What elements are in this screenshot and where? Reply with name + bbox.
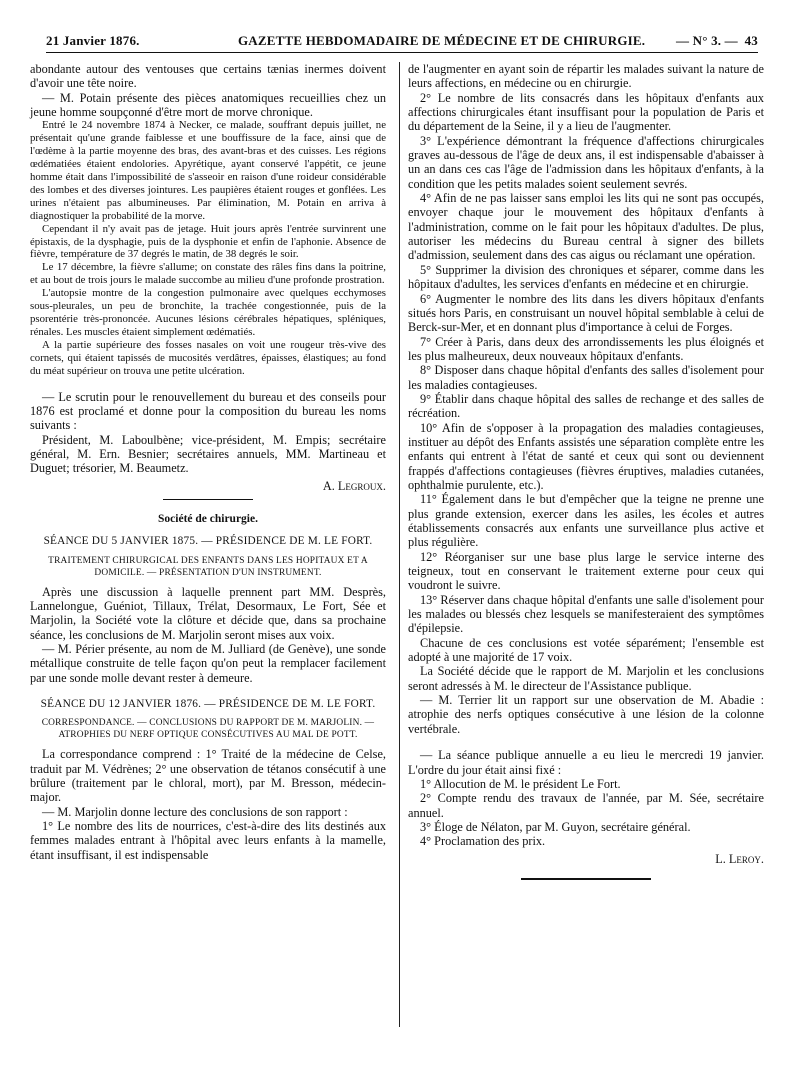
paragraph: — La séance publique annuelle a eu lieu le mercredi 19 janvier. L'ordre du jour était ainsi fixé : xyxy=(408,748,764,777)
paragraph: — M. Marjolin donne lecture des conclusions de son rapport : xyxy=(42,804,348,819)
section-heading: Société de chirurgie. xyxy=(158,512,258,525)
paragraph: Chacune de ces conclusions est votée séparément; l'ensemble est adopté à une majorité de 17 voix. xyxy=(408,635,764,665)
conclusion-item: 4° Afin de ne pas laisser sans emploi les lits qui ne sont pas occupés, envoyer chaque jour le mouvement des hôpitaux d'enfants à l'administration, comme on le fait pour les hôpitaux d'adultes. De plus, autoriser les médecins du Bureau central à signer des billets d'admission, seulement dans des cas aigus ou réclamant une opération. xyxy=(408,191,764,263)
column-divider xyxy=(399,62,400,1027)
session-heading: SÉANCE DU 12 JANVIER 1876. — PRÉSIDENCE DE M. LE FORT. xyxy=(40,698,376,710)
header-page-number: 43 xyxy=(744,33,758,48)
case-paragraph: Entré le 24 novembre 1874 à Necker, ce malade, souffrant depuis juillet, ne présentait qu'une grande faiblesse et une bouffissure de la face, ainsi que de l'œdème à la partie moyenne des bras, des avant-bras et des cuisses. Les régions œdématiées étaient endolories. Apyrétique, ayant conservé l'appétit, ce jeune homme était dans l'impossibilité de s'asseoir en raison d'une roideur considérable des lombes et des diverses jointures. Les paupières étaient rouges et gonflées. Les urines n'étaient pas albumineuses. Par élimination, M. Potain en arriva à diagnostiquer la probabilité de la morve. xyxy=(30,119,386,222)
signature: L. Leroy. xyxy=(715,851,764,866)
conclusion-item: 5° Supprimer la division des chroniques et séparer, comme dans les hôpitaux d'adultes, les services d'enfants en médecine et en chirurgie. xyxy=(408,262,764,292)
paragraph: Président, M. Laboulbène; vice-président, M. Empis; secrétaire général, M. Ern. Besnier; secrétaires annuels, MM. Martineau et Duguet; trésorier, M. Beaumetz. xyxy=(30,432,386,476)
conclusion-item: 9° Établir dans chaque hôpital des salles de rechange et des salles de récréation. xyxy=(408,391,764,421)
conclusion-item: 11° Également dans le but d'empêcher que la teigne ne prenne une plus grande extension, exercer dans les asiles, les écoles et autres établissements consacrés aux enfants une surveillance plus active et plus régulière. xyxy=(408,492,764,550)
case-paragraph: Cependant il n'y avait pas de jetage. Huit jours après l'entrée survinrent une épistaxis, de la dysphagie, puis de la dysphonie et enfin de l'aphonie. Absence de fièvre, température de 37 degrés le matin, de 38 degrés le soir. xyxy=(30,222,386,261)
signature: A. Legroux. xyxy=(322,478,386,493)
conclusion-item: 12° Réorganiser sur une base plus large le service interne des teigneux, tout en conservant le traitement externe pour ceux qui voudront le suivre. xyxy=(408,549,764,593)
paragraph: abondante autour des ventouses que certains tænias inermes doivent d'avoir une tête noire. xyxy=(30,62,386,91)
paragraph: 1° Le nombre des lits de nourrices, c'est-à-dire des lits destinés aux femmes malades entrant à l'hôpital avec leurs enfants à la mamelle, étant insuffisant, il est indispensable xyxy=(30,819,386,862)
session-topics: CORRESPONDANCE. — CONCLUSIONS DU RAPPORT DE M. MARJOLIN. — ATROPHIES DU NERF OPTIQUE CONSÉCUTIVES AU MAL DE POTT. xyxy=(41,718,375,741)
conclusion-item: 8° Disposer dans chaque hôpital d'enfants des salles d'isolement pour les maladies contagieuses. xyxy=(408,363,764,392)
page-header xyxy=(46,30,758,53)
paragraph: de l'augmenter en ayant soin de répartir les malades suivant la nature de leurs affections, en médecine ou en chirurgie. xyxy=(408,62,764,91)
paragraph: — M. Périer présente, au nom de M. Julliard (de Genève), une sonde métallique construite de telle façon qu'on peut la remplacer facilement par une sonde molle devant rester à demeure. xyxy=(30,641,386,685)
paragraph: La Société décide que le rapport de M. Marjolin et les conclusions seront adressés à M. le directeur de l'Assistance publique. xyxy=(408,664,764,693)
agenda-item: 3° Éloge de Nélaton, par M. Guyon, secrétaire général. xyxy=(420,819,691,834)
paragraph: — M. Terrier lit un rapport sur une observation de M. Abadie : atrophie des nerfs optiques consécutive à une lésion de la colonne vertébrale. xyxy=(408,693,764,736)
agenda-item: 2° Compte rendu des travaux de l'année, par M. Sée, secrétaire annuel. xyxy=(408,791,764,820)
conclusion-item: 7° Créer à Paris, dans deux des arrondissements les plus éloignés et les plus malheureux, deux nouveaux hôpitaux d'enfants. xyxy=(408,334,764,363)
left-column xyxy=(30,62,386,862)
conclusion-item: 13° Réserver dans chaque hôpital d'enfants une salle d'isolement pour les malades ou blessés chez lesquels se manifesteraient des symptômes d'épilepsie. xyxy=(408,592,764,636)
right-column xyxy=(408,62,764,880)
case-paragraph: Le 17 décembre, la fièvre s'allume; on constate des râles fins dans la poitrine, et au bout de trois jours le malade succombe au milieu d'une profonde prostration. xyxy=(30,261,386,287)
session-topics: TRAITEMENT CHIRURGICAL DES ENFANTS DANS LES HOPITAUX ET A DOMICILE. — PRÉSENTATION D'UN INSTRUMENT. xyxy=(48,555,368,578)
conclusion-item: 10° Afin de s'opposer à la propagation des maladies contagieuses, instituer au dépôt des Enfants assistés une séparation complète entre les enfants qui entrent à l'état de santé et ceux qui sont ou deviennent frappés d'affections contagieuses (fièvres éruptives, maladies cutanées, ophthalmie purulente, etc.). xyxy=(408,420,764,492)
end-rule xyxy=(521,878,651,880)
agenda-item: 1° Allocution de M. le président Le Fort. xyxy=(420,776,621,791)
conclusion-item: 6° Augmenter le nombre des lits dans les divers hôpitaux d'enfants situés hors Paris, en construisant un nouvel hôpital semblable à celui de Berck-sur-Mer, et en donnant plus d'importance à celui de Forges. xyxy=(408,291,764,335)
paragraph: Après une discussion à laquelle prennent part MM. Desprès, Lannelongue, Guéniot, Tillaux, Trélat, Desormaux, Le Fort, Sée et Marjolin, la Société vote la clôture et décide que, dans sa prochaine séance, les conclusions de M. Marjolin seront mises aux voix. xyxy=(30,584,386,642)
divider-rule xyxy=(163,499,253,500)
header-title: GAZETTE HEBDOMADAIRE DE MÉDECINE ET DE CHIRURGIE. xyxy=(238,33,646,48)
case-paragraph: L'autopsie montre de la congestion pulmonaire avec quelques ecchymoses sous-pleurales, un peu de bronchite, la trachée congestionnée, puis de la psorentérie très-prononcée. Aucunes lésions cérébrales hépatiques, spléniques, rénales. Les muscles étaient simplement œdématiés. xyxy=(30,287,386,338)
agenda-item: 4° Proclamation des prix. xyxy=(420,834,546,849)
conclusion-item: 2° Le nombre de lits consacrés dans les hôpitaux d'enfants aux affections chirurgicales étant insuffisant pour la population de Paris et du département de la Seine, il y a lieu de l'augmenter. xyxy=(408,90,764,134)
session-heading: SÉANCE DU 5 JANVIER 1875. — PRÉSIDENCE DE M. LE FORT. xyxy=(43,535,373,548)
conclusion-item: 3° L'expérience démontrant la fréquence d'affections chirurgicales graves au-dessous de l'âge de deux ans, il est indispensable d'abaisser à un an dans ces cas l'âge de l'admission dans les hôpitaux d'enfants, à la condition que les petits malades soient seulement sevrés. xyxy=(408,133,764,191)
header-issue: — N° 3. — xyxy=(676,33,738,48)
paragraph: — M. Potain présente des pièces anatomiques recueillies chez un jeune homme soupçonné d'être mort de morve chronique. xyxy=(30,90,386,120)
paragraph: — Le scrutin pour le renouvellement du bureau et des conseils pour 1876 est proclamé et donne pour la composition du bureau les noms suivants : xyxy=(30,389,386,433)
case-paragraph: A la partie supérieure des fosses nasales on voit une rougeur très-vive des cornets, qui étaient tapissés de mucosités verdâtres, épaisses, élastiques; au fond du méat supérieur on trouva une petite ulcération. xyxy=(30,338,386,377)
paragraph: La correspondance comprend : 1° Traité de la médecine de Celse, traduit par M. Védrènes; 2° une observation de tétanos consécutif à une brûlure (traitement par le chloral, mort), par M. Bresson, médecin-major. xyxy=(30,747,386,805)
header-date: 21 Janvier 1876. xyxy=(46,33,140,48)
